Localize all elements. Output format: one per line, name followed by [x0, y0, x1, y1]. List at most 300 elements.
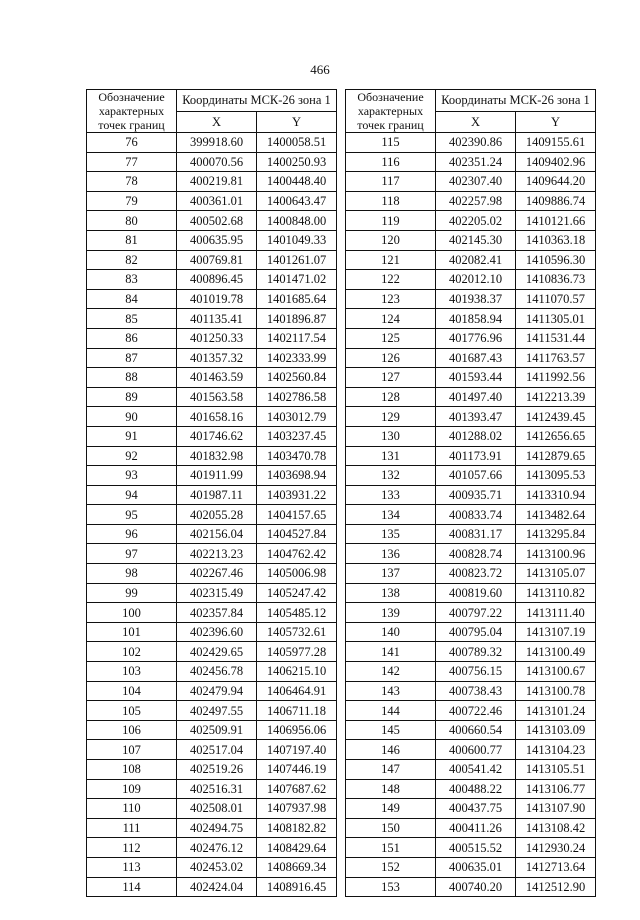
point-label-cell: 94 — [87, 485, 177, 505]
point-label-cell: 101 — [87, 622, 177, 642]
x-coordinate-cell: 402012.10 — [436, 270, 516, 290]
y-coordinate-cell: 1409402.96 — [516, 152, 596, 172]
point-label-cell: 103 — [87, 662, 177, 682]
x-coordinate-cell: 402424.04 — [177, 877, 257, 897]
point-label-cell: 150 — [346, 818, 436, 838]
y-coordinate-cell: 1412512.90 — [516, 877, 596, 897]
y-coordinate-cell: 1413295.84 — [516, 524, 596, 544]
x-coordinate-cell: 400833.74 — [436, 505, 516, 525]
x-coordinate-cell: 400219.81 — [177, 172, 257, 192]
y-coordinate-cell: 1409155.61 — [516, 133, 596, 153]
x-coordinate-cell: 401832.98 — [177, 446, 257, 466]
table-row — [346, 485, 596, 505]
point-label-cell: 79 — [87, 191, 177, 211]
y-coordinate-cell: 1406956.06 — [257, 720, 337, 740]
x-coordinate-cell: 400437.75 — [436, 799, 516, 819]
table-row — [346, 407, 596, 427]
table-row — [87, 407, 337, 427]
point-label-cell: 97 — [87, 544, 177, 564]
y-coordinate-cell: 1410596.30 — [516, 250, 596, 270]
table-row — [87, 583, 337, 603]
point-label-cell: 99 — [87, 583, 177, 603]
table-row — [346, 877, 596, 897]
y-coordinate-cell: 1408916.45 — [257, 877, 337, 897]
x-coordinate-cell: 402508.01 — [177, 799, 257, 819]
point-label-cell: 124 — [346, 309, 436, 329]
coordinates-rows-left — [87, 133, 337, 897]
y-coordinate-cell: 1401685.64 — [257, 289, 337, 309]
y-coordinate-cell: 1406215.10 — [257, 662, 337, 682]
point-label-cell: 112 — [87, 838, 177, 858]
table-row — [87, 740, 337, 760]
point-label-cell: 135 — [346, 524, 436, 544]
point-label-cell: 117 — [346, 172, 436, 192]
x-coordinate-cell: 401497.40 — [436, 387, 516, 407]
y-coordinate-cell: 1409886.74 — [516, 191, 596, 211]
point-label-cell: 152 — [346, 857, 436, 877]
x-coordinate-cell: 401019.78 — [177, 289, 257, 309]
point-label-cell: 109 — [87, 779, 177, 799]
y-column-header: Y — [257, 111, 337, 133]
y-coordinate-cell: 1413100.67 — [516, 662, 596, 682]
y-coordinate-cell: 1405977.28 — [257, 642, 337, 662]
table-row — [346, 426, 596, 446]
point-label-cell: 123 — [346, 289, 436, 309]
y-column-header: Y — [516, 111, 596, 133]
table-row — [346, 701, 596, 721]
y-coordinate-cell: 1400250.93 — [257, 152, 337, 172]
table-row — [346, 348, 596, 368]
x-coordinate-cell: 400828.74 — [436, 544, 516, 564]
x-coordinate-cell: 401288.02 — [436, 426, 516, 446]
x-coordinate-cell: 400660.54 — [436, 720, 516, 740]
y-coordinate-cell: 1413101.24 — [516, 701, 596, 721]
x-coordinate-cell: 402213.23 — [177, 544, 257, 564]
point-label-header: Обозначение характерных точек границ — [87, 90, 177, 133]
coords-system-header: Координаты МСК-26 зона 1 — [177, 90, 337, 112]
point-label-cell: 86 — [87, 328, 177, 348]
point-label-cell: 104 — [87, 681, 177, 701]
point-label-cell: 88 — [87, 368, 177, 388]
y-coordinate-cell: 1411992.56 — [516, 368, 596, 388]
point-label-cell: 113 — [87, 857, 177, 877]
x-coordinate-cell: 401563.58 — [177, 387, 257, 407]
point-label-cell: 96 — [87, 524, 177, 544]
table-row — [87, 172, 337, 192]
table-row — [346, 740, 596, 760]
x-coordinate-cell: 401687.43 — [436, 348, 516, 368]
table-row — [87, 564, 337, 584]
point-label-cell: 82 — [87, 250, 177, 270]
y-coordinate-cell: 1413108.42 — [516, 818, 596, 838]
point-label-cell: 116 — [346, 152, 436, 172]
x-coordinate-cell: 400541.42 — [436, 760, 516, 780]
y-coordinate-cell: 1407446.19 — [257, 760, 337, 780]
x-coordinate-cell: 400722.46 — [436, 701, 516, 721]
table-row — [87, 485, 337, 505]
y-coordinate-cell: 1405247.42 — [257, 583, 337, 603]
table-row — [346, 720, 596, 740]
table-row — [87, 191, 337, 211]
table-row — [87, 779, 337, 799]
y-coordinate-cell: 1408429.64 — [257, 838, 337, 858]
point-label-cell: 93 — [87, 466, 177, 486]
table-row — [87, 622, 337, 642]
point-label-cell: 87 — [87, 348, 177, 368]
x-coordinate-cell: 402519.26 — [177, 760, 257, 780]
y-coordinate-cell: 1413106.77 — [516, 779, 596, 799]
table-row — [87, 230, 337, 250]
table-row — [346, 152, 596, 172]
point-label-cell: 102 — [87, 642, 177, 662]
y-coordinate-cell: 1403012.79 — [257, 407, 337, 427]
table-row — [87, 505, 337, 525]
point-label-cell: 78 — [87, 172, 177, 192]
table-row — [346, 230, 596, 250]
table-row — [87, 544, 337, 564]
x-coordinate-cell: 402479.94 — [177, 681, 257, 701]
x-coordinate-cell: 400795.04 — [436, 622, 516, 642]
y-coordinate-cell: 1413310.94 — [516, 485, 596, 505]
x-coordinate-cell: 401357.32 — [177, 348, 257, 368]
y-coordinate-cell: 1413103.09 — [516, 720, 596, 740]
y-coordinate-cell: 1400643.47 — [257, 191, 337, 211]
x-coordinate-cell: 402516.31 — [177, 779, 257, 799]
y-coordinate-cell: 1402333.99 — [257, 348, 337, 368]
x-coordinate-cell: 402509.91 — [177, 720, 257, 740]
x-coordinate-cell: 400797.22 — [436, 603, 516, 623]
x-coordinate-cell: 401938.37 — [436, 289, 516, 309]
x-coordinate-cell: 402257.98 — [436, 191, 516, 211]
x-coordinate-cell: 402205.02 — [436, 211, 516, 231]
y-coordinate-cell: 1413107.19 — [516, 622, 596, 642]
table-row — [346, 328, 596, 348]
table-row — [346, 133, 596, 153]
point-label-cell: 98 — [87, 564, 177, 584]
point-label-cell: 136 — [346, 544, 436, 564]
x-coordinate-cell: 401463.59 — [177, 368, 257, 388]
point-label-cell: 134 — [346, 505, 436, 525]
y-coordinate-cell: 1413105.51 — [516, 760, 596, 780]
y-coordinate-cell: 1413100.78 — [516, 681, 596, 701]
point-label-cell: 143 — [346, 681, 436, 701]
y-coordinate-cell: 1411305.01 — [516, 309, 596, 329]
table-row — [87, 857, 337, 877]
y-coordinate-cell: 1402786.58 — [257, 387, 337, 407]
x-column-header: X — [436, 111, 516, 133]
point-label-cell: 108 — [87, 760, 177, 780]
table-row — [87, 133, 337, 153]
point-label-cell: 100 — [87, 603, 177, 623]
point-label-cell: 77 — [87, 152, 177, 172]
table-row — [346, 466, 596, 486]
y-coordinate-cell: 1404762.42 — [257, 544, 337, 564]
table-row — [87, 720, 337, 740]
coordinates-rows-right — [346, 133, 596, 897]
y-coordinate-cell: 1405006.98 — [257, 564, 337, 584]
x-coordinate-cell: 400789.32 — [436, 642, 516, 662]
x-coordinate-cell: 401658.16 — [177, 407, 257, 427]
y-coordinate-cell: 1413482.64 — [516, 505, 596, 525]
point-label-cell: 115 — [346, 133, 436, 153]
x-coordinate-cell: 401858.94 — [436, 309, 516, 329]
y-coordinate-cell: 1405485.12 — [257, 603, 337, 623]
x-coordinate-cell: 402390.86 — [436, 133, 516, 153]
x-coordinate-cell: 402497.55 — [177, 701, 257, 721]
point-label-cell: 114 — [87, 877, 177, 897]
x-coordinate-cell: 400823.72 — [436, 564, 516, 584]
y-coordinate-cell: 1413100.49 — [516, 642, 596, 662]
x-coordinate-cell: 400935.71 — [436, 485, 516, 505]
y-coordinate-cell: 1411531.44 — [516, 328, 596, 348]
x-column-header: X — [177, 111, 257, 133]
table-row — [87, 466, 337, 486]
point-label-cell: 106 — [87, 720, 177, 740]
table-row — [346, 681, 596, 701]
point-label-cell: 118 — [346, 191, 436, 211]
x-coordinate-cell: 402267.46 — [177, 564, 257, 584]
table-row — [346, 309, 596, 329]
x-coordinate-cell: 402307.40 — [436, 172, 516, 192]
x-coordinate-cell: 400896.45 — [177, 270, 257, 290]
x-coordinate-cell: 400361.01 — [177, 191, 257, 211]
table-row — [87, 211, 337, 231]
point-label-cell: 144 — [346, 701, 436, 721]
y-coordinate-cell: 1404157.65 — [257, 505, 337, 525]
x-coordinate-cell: 400635.01 — [436, 857, 516, 877]
table-row — [87, 838, 337, 858]
point-label-cell: 148 — [346, 779, 436, 799]
table-row — [346, 387, 596, 407]
y-coordinate-cell: 1412713.64 — [516, 857, 596, 877]
y-coordinate-cell: 1413100.96 — [516, 544, 596, 564]
table-row — [346, 760, 596, 780]
x-coordinate-cell: 400515.52 — [436, 838, 516, 858]
y-coordinate-cell: 1409644.20 — [516, 172, 596, 192]
y-coordinate-cell: 1412879.65 — [516, 446, 596, 466]
point-label-cell: 132 — [346, 466, 436, 486]
point-label-cell: 85 — [87, 309, 177, 329]
table-row — [87, 368, 337, 388]
point-label-cell: 127 — [346, 368, 436, 388]
x-coordinate-cell: 400411.26 — [436, 818, 516, 838]
y-coordinate-cell: 1412930.24 — [516, 838, 596, 858]
point-label-cell: 84 — [87, 289, 177, 309]
table-row — [87, 289, 337, 309]
table-row — [346, 622, 596, 642]
coordinates-table-left — [86, 89, 337, 897]
point-label-cell: 151 — [346, 838, 436, 858]
point-label-cell: 121 — [346, 250, 436, 270]
y-coordinate-cell: 1413104.23 — [516, 740, 596, 760]
y-coordinate-cell: 1410836.73 — [516, 270, 596, 290]
table-row — [346, 662, 596, 682]
x-coordinate-cell: 401135.41 — [177, 309, 257, 329]
x-coordinate-cell: 401057.66 — [436, 466, 516, 486]
table-row — [346, 505, 596, 525]
table-row — [346, 446, 596, 466]
point-label-cell: 80 — [87, 211, 177, 231]
table-row — [346, 191, 596, 211]
y-coordinate-cell: 1403698.94 — [257, 466, 337, 486]
x-coordinate-cell: 402055.28 — [177, 505, 257, 525]
point-label-cell: 89 — [87, 387, 177, 407]
table-row — [87, 426, 337, 446]
x-coordinate-cell: 400635.95 — [177, 230, 257, 250]
table-row — [346, 603, 596, 623]
y-coordinate-cell: 1410363.18 — [516, 230, 596, 250]
y-coordinate-cell: 1401261.07 — [257, 250, 337, 270]
table-row — [87, 328, 337, 348]
table-row — [346, 544, 596, 564]
y-coordinate-cell: 1403470.78 — [257, 446, 337, 466]
point-label-cell: 140 — [346, 622, 436, 642]
x-coordinate-cell: 402357.84 — [177, 603, 257, 623]
point-label-cell: 141 — [346, 642, 436, 662]
y-coordinate-cell: 1412213.39 — [516, 387, 596, 407]
x-coordinate-cell: 401593.44 — [436, 368, 516, 388]
table-row — [87, 250, 337, 270]
x-coordinate-cell: 401393.47 — [436, 407, 516, 427]
table-row — [87, 309, 337, 329]
table-row — [346, 564, 596, 584]
y-coordinate-cell: 1408182.82 — [257, 818, 337, 838]
y-coordinate-cell: 1413105.07 — [516, 564, 596, 584]
table-row — [346, 857, 596, 877]
y-coordinate-cell: 1402560.84 — [257, 368, 337, 388]
y-coordinate-cell: 1411763.57 — [516, 348, 596, 368]
point-label-cell: 147 — [346, 760, 436, 780]
y-coordinate-cell: 1410121.66 — [516, 211, 596, 231]
y-coordinate-cell: 1408669.34 — [257, 857, 337, 877]
point-label-cell: 111 — [87, 818, 177, 838]
point-label-cell: 76 — [87, 133, 177, 153]
point-label-cell: 131 — [346, 446, 436, 466]
y-coordinate-cell: 1411070.57 — [516, 289, 596, 309]
y-coordinate-cell: 1400058.51 — [257, 133, 337, 153]
x-coordinate-cell: 401776.96 — [436, 328, 516, 348]
table-row — [346, 250, 596, 270]
y-coordinate-cell: 1407197.40 — [257, 740, 337, 760]
y-coordinate-cell: 1413111.40 — [516, 603, 596, 623]
point-label-header: Обозначение характерных точек границ — [346, 90, 436, 133]
y-coordinate-cell: 1401049.33 — [257, 230, 337, 250]
table-row — [346, 289, 596, 309]
table-row — [87, 524, 337, 544]
y-coordinate-cell: 1400448.40 — [257, 172, 337, 192]
point-label-cell: 83 — [87, 270, 177, 290]
point-label-cell: 91 — [87, 426, 177, 446]
y-coordinate-cell: 1402117.54 — [257, 328, 337, 348]
x-coordinate-cell: 402351.24 — [436, 152, 516, 172]
y-coordinate-cell: 1413095.53 — [516, 466, 596, 486]
point-label-cell: 119 — [346, 211, 436, 231]
table-row — [87, 348, 337, 368]
table-row — [346, 818, 596, 838]
x-coordinate-cell: 400488.22 — [436, 779, 516, 799]
point-label-cell: 128 — [346, 387, 436, 407]
coords-system-header: Координаты МСК-26 зона 1 — [436, 90, 596, 112]
x-coordinate-cell: 400831.17 — [436, 524, 516, 544]
y-coordinate-cell: 1404527.84 — [257, 524, 337, 544]
table-row — [87, 642, 337, 662]
point-label-cell: 139 — [346, 603, 436, 623]
point-label-cell: 120 — [346, 230, 436, 250]
table-row — [87, 818, 337, 838]
table-row — [87, 701, 337, 721]
x-coordinate-cell: 401250.33 — [177, 328, 257, 348]
table-row — [87, 799, 337, 819]
x-coordinate-cell: 400738.43 — [436, 681, 516, 701]
x-coordinate-cell: 402396.60 — [177, 622, 257, 642]
point-label-cell: 153 — [346, 877, 436, 897]
point-label-cell: 142 — [346, 662, 436, 682]
point-label-cell: 129 — [346, 407, 436, 427]
table-row — [87, 387, 337, 407]
point-label-cell: 107 — [87, 740, 177, 760]
x-coordinate-cell: 402156.04 — [177, 524, 257, 544]
y-coordinate-cell: 1400848.00 — [257, 211, 337, 231]
table-row — [346, 838, 596, 858]
point-label-cell: 125 — [346, 328, 436, 348]
x-coordinate-cell: 402315.49 — [177, 583, 257, 603]
table-row — [87, 877, 337, 897]
table-row — [346, 172, 596, 192]
table-row — [346, 270, 596, 290]
y-coordinate-cell: 1413107.90 — [516, 799, 596, 819]
y-coordinate-cell: 1403931.22 — [257, 485, 337, 505]
table-row — [87, 152, 337, 172]
table-row — [87, 662, 337, 682]
y-coordinate-cell: 1407687.62 — [257, 779, 337, 799]
table-row — [87, 681, 337, 701]
y-coordinate-cell: 1407937.98 — [257, 799, 337, 819]
page-number: 466 — [310, 62, 330, 77]
table-row — [346, 799, 596, 819]
table-row — [346, 642, 596, 662]
point-label-cell: 146 — [346, 740, 436, 760]
point-label-cell: 133 — [346, 485, 436, 505]
x-coordinate-cell: 402082.41 — [436, 250, 516, 270]
y-coordinate-cell: 1412439.45 — [516, 407, 596, 427]
y-coordinate-cell: 1406711.18 — [257, 701, 337, 721]
point-label-cell: 137 — [346, 564, 436, 584]
point-label-cell: 138 — [346, 583, 436, 603]
y-coordinate-cell: 1401896.87 — [257, 309, 337, 329]
x-coordinate-cell: 400502.68 — [177, 211, 257, 231]
table-row — [87, 603, 337, 623]
point-label-cell: 130 — [346, 426, 436, 446]
point-label-cell: 149 — [346, 799, 436, 819]
table-row — [346, 524, 596, 544]
y-coordinate-cell: 1406464.91 — [257, 681, 337, 701]
x-coordinate-cell: 400740.20 — [436, 877, 516, 897]
x-coordinate-cell: 401911.99 — [177, 466, 257, 486]
x-coordinate-cell: 402456.78 — [177, 662, 257, 682]
x-coordinate-cell: 402453.02 — [177, 857, 257, 877]
y-coordinate-cell: 1403237.45 — [257, 426, 337, 446]
table-row — [346, 211, 596, 231]
point-label-cell: 126 — [346, 348, 436, 368]
point-label-cell: 81 — [87, 230, 177, 250]
y-coordinate-cell: 1401471.02 — [257, 270, 337, 290]
x-coordinate-cell: 400756.15 — [436, 662, 516, 682]
table-row — [87, 446, 337, 466]
coordinates-table-right — [345, 89, 596, 897]
x-coordinate-cell: 401987.11 — [177, 485, 257, 505]
y-coordinate-cell: 1405732.61 — [257, 622, 337, 642]
x-coordinate-cell: 402494.75 — [177, 818, 257, 838]
